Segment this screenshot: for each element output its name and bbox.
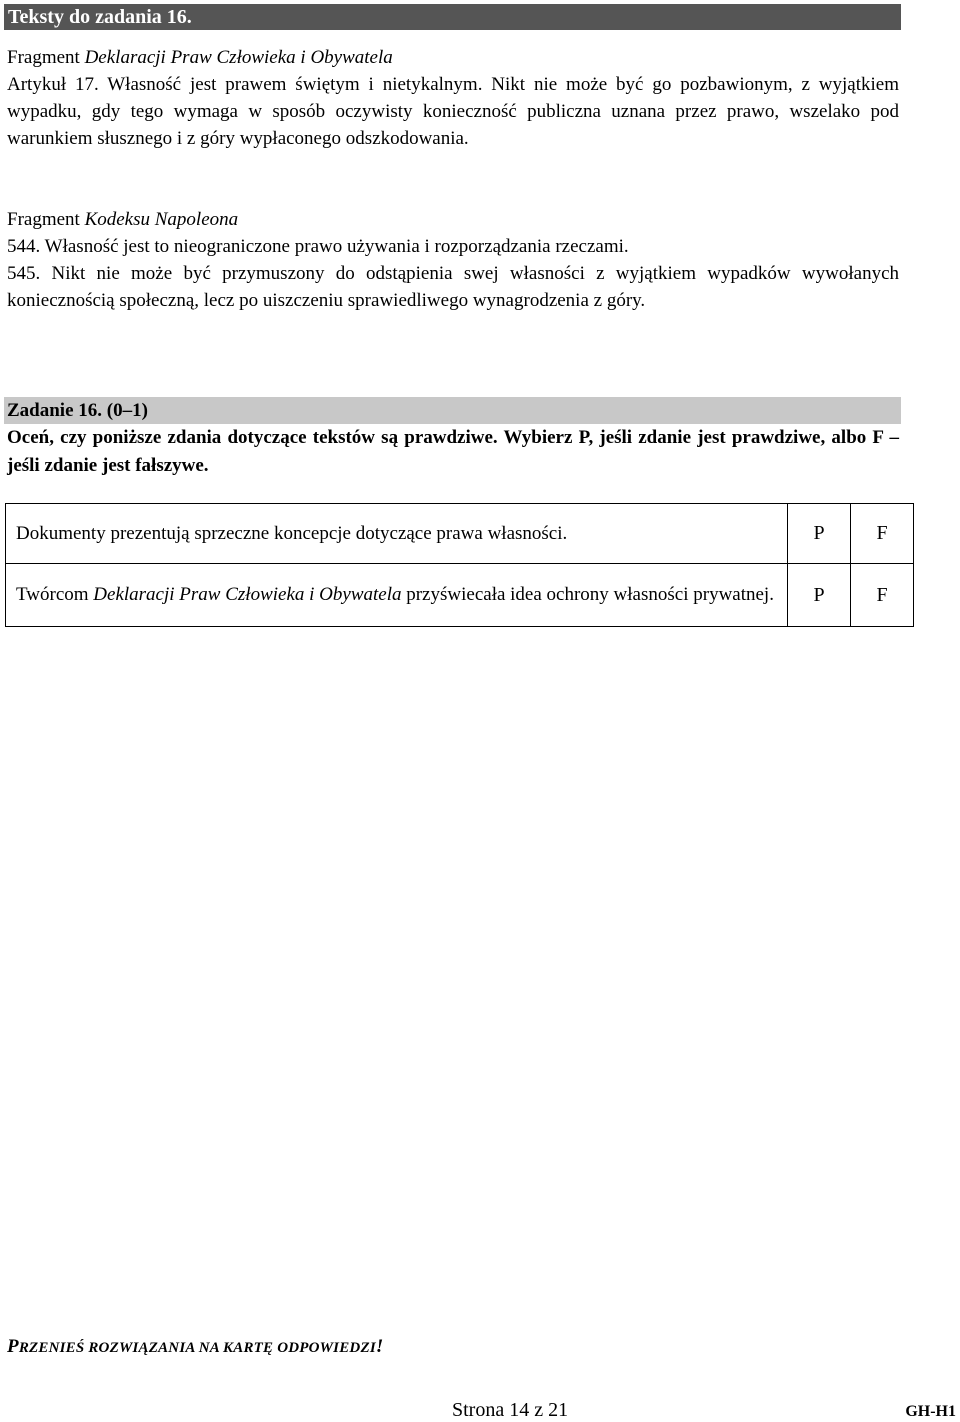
napoleon-code-fragment <box>7 206 899 314</box>
statement-2-text: Twórcom Deklaracji Praw Człowieka i Obywatela przyświecała idea ochrony własności prywatnej. <box>6 564 788 627</box>
exam-code: GH-H1 <box>905 1403 956 1420</box>
article-544: 544. Własność jest to nieograniczone prawo używania i rozporządzania rzeczami. <box>7 236 629 257</box>
transfer-answers-note: PRZENIEŚ ROZWIĄZANIA NA KARTĘ ODPOWIEDZI! <box>7 1336 384 1357</box>
napoleon-heading: Fragment Kodeksu Napoleona <box>7 209 239 230</box>
article-545: 545. Nikt nie może być przymuszony do odstąpienia swej własności z wyjątkiem wypadków wywołanych koniecznością społeczną, lecz po uiszczeniu sprawiedliwego wynagrodzenia z góry. <box>7 263 899 311</box>
declaration-title: Deklaracji Praw Człowieka i Obywatela <box>84 47 393 68</box>
statement-1-false-option[interactable]: F <box>851 504 914 564</box>
task-header <box>4 397 901 424</box>
texts-header-title: Teksty do zadania 16. <box>8 6 192 28</box>
napoleon-title: Kodeksu Napoleona <box>84 209 239 230</box>
true-false-table <box>5 503 914 627</box>
statement-row <box>6 504 914 564</box>
statement-1-true-option[interactable]: P <box>788 504 851 564</box>
texts-header <box>4 4 901 30</box>
statement-2-true-option[interactable]: P <box>788 564 851 627</box>
declaration-fragment <box>7 44 899 152</box>
page-number: Strona 14 z 21 <box>452 1399 569 1421</box>
statement-2-false-option[interactable]: F <box>851 564 914 627</box>
declaration-heading: Fragment Deklaracji Praw Człowieka i Obywatela <box>7 47 393 68</box>
statement-row <box>6 564 914 627</box>
task-instruction: Oceń, czy poniższe zdania dotyczące tekstów są prawdziwe. Wybierz P, jeśli zdanie jest prawdziwe, albo F – jeśli zdanie jest fałszywe. <box>7 427 899 476</box>
task-title: Zadanie 16. (0–1) <box>7 400 148 421</box>
statement-1-text: Dokumenty prezentują sprzeczne koncepcje dotyczące prawa własności. <box>6 504 788 564</box>
declaration-article-17: Artykuł 17. Własność jest prawem świętym i nietykalnym. Nikt nie może być go pozbawionym, z wyjątkiem wypadku, gdy tego wymaga w sposób oczywisty konieczność publiczna uznana przez prawo, wszelako pod warunkiem słusznego i z góry wypłaconego odszkodowania. <box>7 74 899 149</box>
